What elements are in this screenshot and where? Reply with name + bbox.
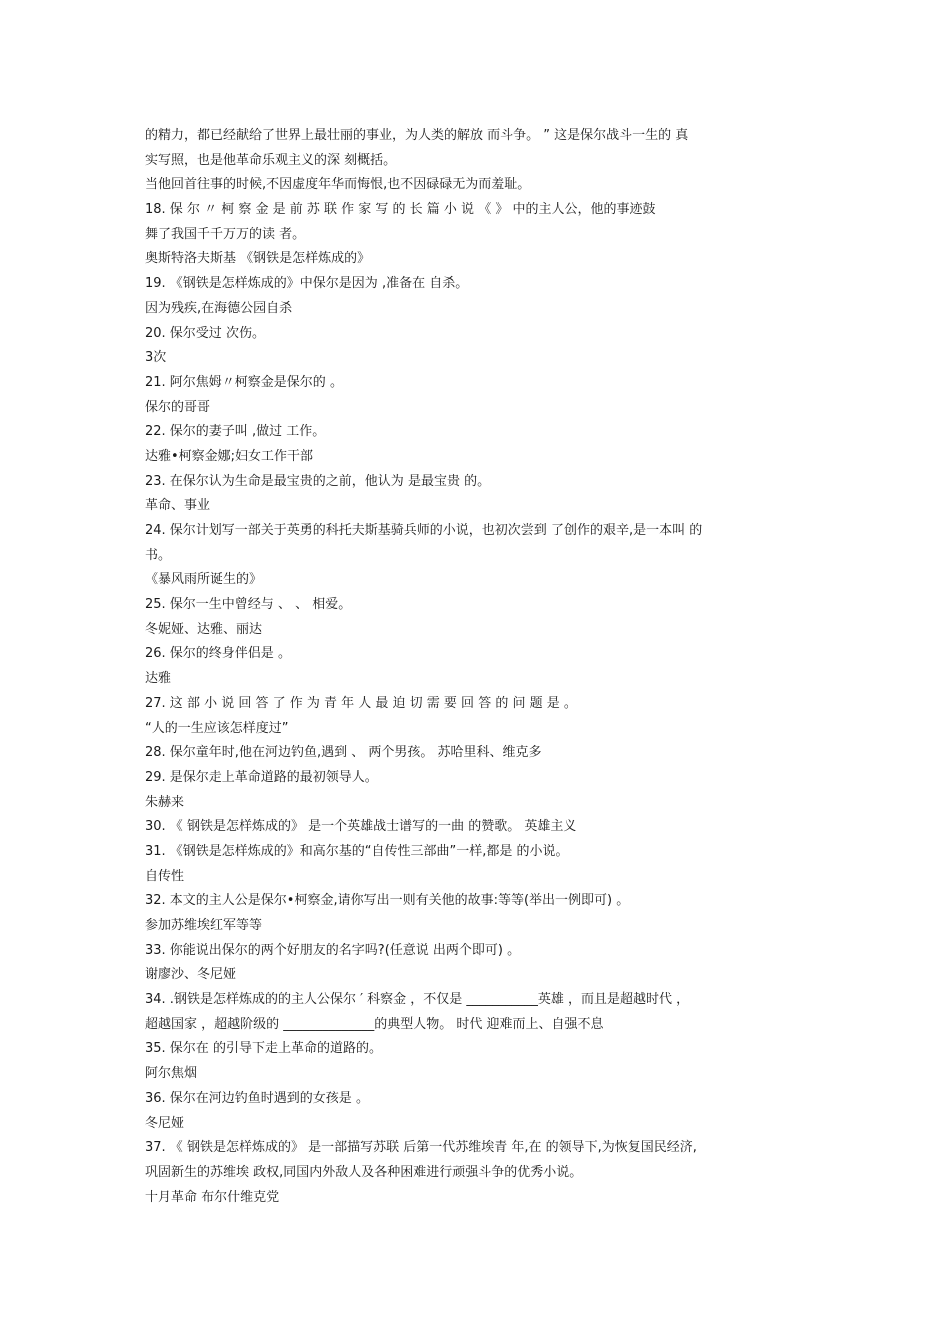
answer-32: 参加苏维埃红军等等	[145, 918, 263, 933]
question-24: 24. 保尔计划写一部关于英勇的科托夫斯基骑兵师的小说，也初次尝到 了创作的艰辛,是一本叫 的	[145, 523, 703, 538]
answer-25: 冬妮娅、达雅、丽达	[145, 621, 263, 637]
answer-31: 自传性	[145, 868, 185, 884]
answer-18: 奥斯特洛夫斯基 《钢铁是怎样炼成的》	[145, 251, 371, 267]
question-27: 27. 这 部 小 说 回 答 了 作 为 青 年 人 最 迫 切 需 要 回 答 的 问 题 是 。	[145, 695, 577, 711]
text-line: 巩固新生的苏维埃 政权,同国内外敌人及各种困难进行顽强斗争的优秀小说。	[145, 1164, 583, 1180]
answer-37: 十月革命 布尔什维克党	[145, 1189, 280, 1205]
question-18: 18. 保 尔 〃 柯 察 金 是 前 苏 联 作 家 写 的 长 篇 小 说 《 》 中的主人公，他的事迹鼓	[145, 202, 656, 218]
answer-33: 谢廖沙、冬尼娅	[145, 967, 237, 983]
question-34: 34. .钢铁是怎样炼成的的主人公保尔 ′ 科察金 ，不仅是 ___________英雄 ，而且是超越时代 ，	[145, 992, 690, 1008]
text-line: 实写照，也是他革命乐观主义的深 刻概括。	[145, 152, 397, 168]
answer-20: 3次	[145, 350, 167, 366]
question-36: 36. 保尔在河边钓鱼时遇到的女孩是 。	[145, 1090, 369, 1106]
answer-36: 冬尼娅	[145, 1115, 185, 1131]
answer-19: 因为残疾,在海德公园自杀	[145, 300, 293, 316]
question-31: 31. 《钢铁是怎样炼成的》和高尔基的“自传性三部曲”一样,都是 的小说。	[145, 843, 569, 859]
answer-24: 《暴风雨所诞生的》	[145, 572, 263, 588]
text-line: 舞了我国千千万万的读 者。	[145, 226, 306, 242]
question-21: 21. 阿尔焦姆〃柯察金是保尔的 。	[145, 374, 343, 390]
question-30: 30. 《 钢铁是怎样炼成的》 是一个英雄战士谱写的一曲 的赞歌。 英雄主义	[145, 819, 577, 835]
question-19: 19. 《钢铁是怎样炼成的》中保尔是因为 ,准备在 自杀。	[145, 276, 469, 292]
document-body	[145, 124, 810, 1210]
question-23: 23. 在保尔认为生命是最宝贵的之前，他认为 是最宝贵 的。	[145, 473, 491, 489]
text-line: 书。	[145, 547, 172, 563]
question-20: 20. 保尔受过 次伤。	[145, 325, 265, 341]
text-line: 的精力，都已经献给了世界上最壮丽的事业，为人类的解放 而斗争。 ” 这是保尔战斗一生的 真	[145, 128, 689, 143]
question-37: 37. 《 钢铁是怎样炼成的》 是一部描写苏联 后第一代苏维埃青 年,在 的领导下,为恢复国民经济,	[145, 1140, 697, 1156]
question-26: 26. 保尔的终身伴侣是 。	[145, 646, 291, 662]
question-29: 29. 是保尔走上革命道路的最初领导人。	[145, 769, 378, 785]
answer-27: “人的一生应该怎样度过”	[145, 720, 289, 736]
answer-23: 革命、事业	[145, 498, 211, 514]
text-line: 超越国家 ，超越阶级的 ______________的典型人物。 时代 迎难而上、自强不息	[145, 1016, 604, 1032]
question-33: 33. 你能说出保尔的两个好朋友的名字吗?(任意说 出两个即可) 。	[145, 942, 521, 958]
question-32: 32. 本文的主人公是保尔•柯察金,请你写出一则有关他的故事:等等(举出一例即可) 。	[145, 893, 630, 909]
question-28: 28. 保尔童年时,他在河边钓鱼,遇到 、 两个男孩。 苏哈里科、维克多	[145, 745, 542, 761]
question-22: 22. 保尔的妻子叫 ,做过 工作。	[145, 424, 326, 440]
text-line: 当他回首往事的时候,不因虚度年华而悔恨,也不因碌碌无为而羞耻。	[145, 177, 531, 193]
question-25: 25. 保尔一生中曾经与 、 、 相爱。	[145, 597, 352, 613]
answer-29: 朱赫来	[145, 794, 185, 810]
answer-22: 达雅•柯察金娜;妇女工作干部	[145, 448, 314, 464]
answer-35: 阿尔焦烟	[145, 1066, 198, 1082]
answer-26: 达雅	[145, 671, 172, 687]
question-35: 35. 保尔在 的引导下走上革命的道路的。	[145, 1041, 382, 1057]
answer-21: 保尔的哥哥	[145, 399, 211, 415]
